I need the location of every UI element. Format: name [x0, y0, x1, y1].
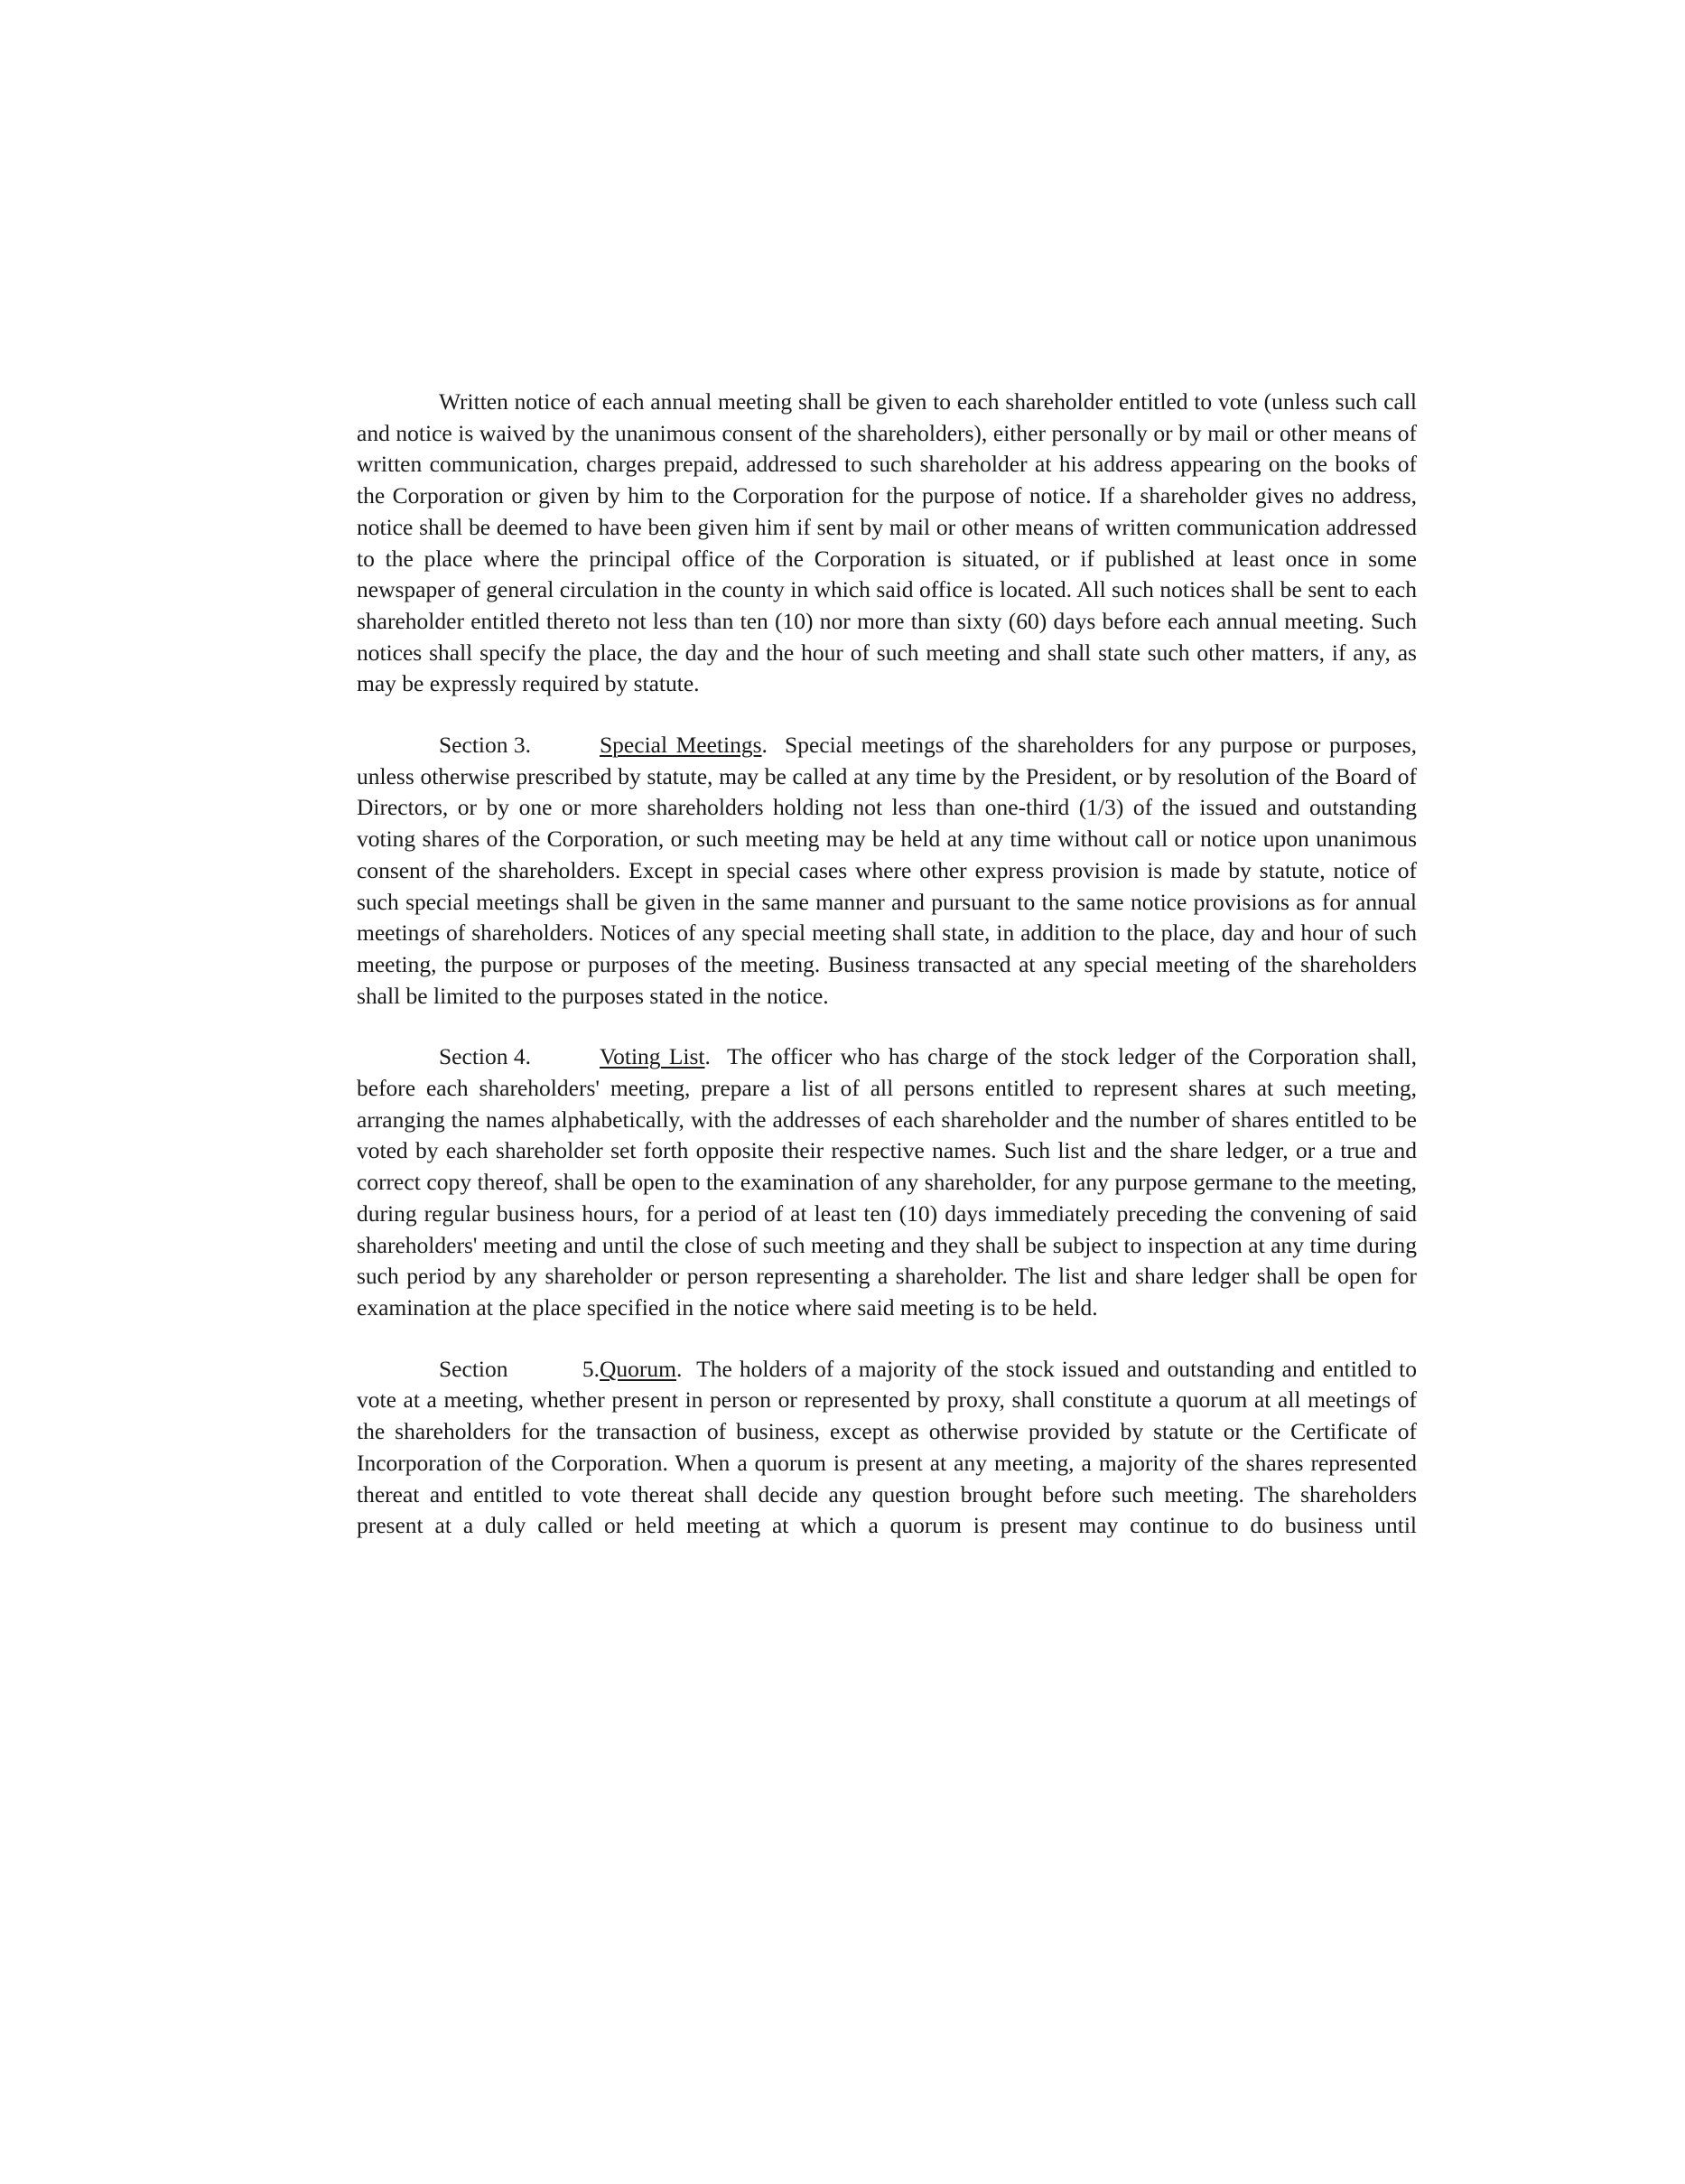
section-number: Section 3.	[439, 732, 531, 759]
section-5-quorum: Section 5.Quorum. The holders of a majority of the stock issued and outstanding and entitled to vote at a meeting, whether present in person or represented by proxy, shall constitute a quorum at all meetings of the shareholders for the transaction of business, except as otherwise provided by statute or the Certificate of Incorporation of the Corporation. When a quorum is present at any meeting, a majority of the shares represented thereat and entitled to vote thereat shall decide any question brought before such meeting. The shareholders present at a duly called or held meeting at which a quorum is present may continue to do business until	[357, 1355, 1417, 1539]
section-text: Special meetings of the shareholders for any purpose or purposes, unless otherwise prescribed by statute, may be called at any time by the President, or by resolution of the Board of Directors, or by one or more shareholders holding not less than one-third (1/3) of the issued and outstanding voting shares of the Corporation, or such meeting may be held at any time without call or notice upon unanimous consent of the shareholders. Except in special cases where other express provision is made by statute, notice of such special meetings shall be given in the same manner and pursuant to the same notice provisions as for annual meetings of shareholders. Notices of any special meeting shall state, in addition to the place, day and hour of such meeting, the purpose or purposes of the meeting. Business transacted at any special meeting of the shareholders shall be limited to the purposes stated in the notice.	[357, 732, 1418, 1009]
document-page	[357, 387, 1417, 1542]
annual-meeting-notice-paragraph	[357, 387, 1417, 700]
section-number: Section 4.	[439, 1043, 531, 1070]
section-title: Quorum	[600, 1355, 676, 1382]
section-text: The holders of a majority of the stock issued and outstanding and entitled to vote at a meeting, whether present in person or represented by proxy, shall constitute a quorum at all meetings of the shareholders for the transaction of business, except as otherwise provided by statute or the Certificate of Incorporation of the Corporation. When a quorum is present at any meeting, a majority of the shares represented thereat and entitled to vote thereat shall decide any question brought before such meeting. The shareholders present at a duly called or held meeting at which a quorum is present may continue to do business until	[357, 1355, 1417, 1539]
section-4-voting-list: Section 4. Voting List. The officer who has charge of the stock ledger of the Corporation shall, before each shareholders' meeting, prepare a list of all persons entitled to represent shares at such meeting, arranging the names alphabetically, with the addresses of each shareholder and the number of shares entitled to be voted by each shareholder set forth opposite their respective names. Such list and the share ledger, or a true and correct copy thereof, shall be open to the examination of any shareholder, for any purpose germane to the meeting, during regular business hours, for a period of at least ten (10) days immediately preceding the convening of said shareholders' meeting and until the close of such meeting and they shall be subject to inspection at any time during such period by any shareholder or person representing a shareholder. The list and share ledger shall be open for examination at the place specified in the notice where said meeting is to be held.	[357, 1043, 1417, 1321]
section-title: Special Meetings	[600, 732, 762, 759]
section-number: Section 5.	[439, 1355, 600, 1382]
section-3-special-meetings: Section 3. Special Meetings. Special meetings of the shareholders for any purpose or purposes, unless otherwise prescribed by statute, may be called at any time by the President, or by resolution of the Board of Directors, or by one or more shareholders holding not less than one-third (1/3) of the issued and outstanding voting shares of the Corporation, or such meeting may be held at any time without call or notice upon unanimous consent of the shareholders. Except in special cases where other express provision is made by statute, notice of such special meetings shall be given in the same manner and pursuant to the same notice provisions as for annual meetings of shareholders. Notices of any special meeting shall state, in addition to the place, day and hour of such meeting, the purpose or purposes of the meeting. Business transacted at any special meeting of the shareholders shall be limited to the purposes stated in the notice.	[357, 732, 1418, 1009]
section-title: Voting List	[600, 1043, 705, 1070]
paragraph-text: Written notice of each annual meeting shall be given to each shareholder entitled to vote (unless such call and notice is waived by the unanimous consent of the shareholders), either personally or by mail or other means of written communication, charges prepaid, addressed to such shareholder at his address appearing on the books of the Corporation or given by him to the Corporation for the purpose of notice. If a shareholder gives no address, notice shall be deemed to have been given him if sent by mail or other means of written communication addressed to the place where the principal office of the Corporation is situated, or if published at least once in some newspaper of general circulation in the county in which said office is located. All such notices shall be sent to each shareholder entitled thereto not less than ten (10) nor more than sixty (60) days before each annual meeting. Such notices shall specify the place, the day and the hour of such meeting and shall state such other matters, if any, as may be expressly required by statute.	[357, 388, 1417, 697]
section-text: The officer who has charge of the stock ledger of the Corporation shall, before each shareholders' meeting, prepare a list of all persons entitled to represent shares at such meeting, arranging the names alphabetically, with the addresses of each shareholder and the number of shares entitled to be voted by each shareholder set forth opposite their respective names. Such list and the share ledger, or a true and correct copy thereof, shall be open to the examination of any shareholder, for any purpose germane to the meeting, during regular business hours, for a period of at least ten (10) days immediately preceding the convening of said shareholders' meeting and until the close of such meeting and they shall be subject to inspection at any time during such period by any shareholder or person representing a shareholder. The list and share ledger shall be open for examination at the place specified in the notice where said meeting is to be held.	[357, 1043, 1417, 1321]
